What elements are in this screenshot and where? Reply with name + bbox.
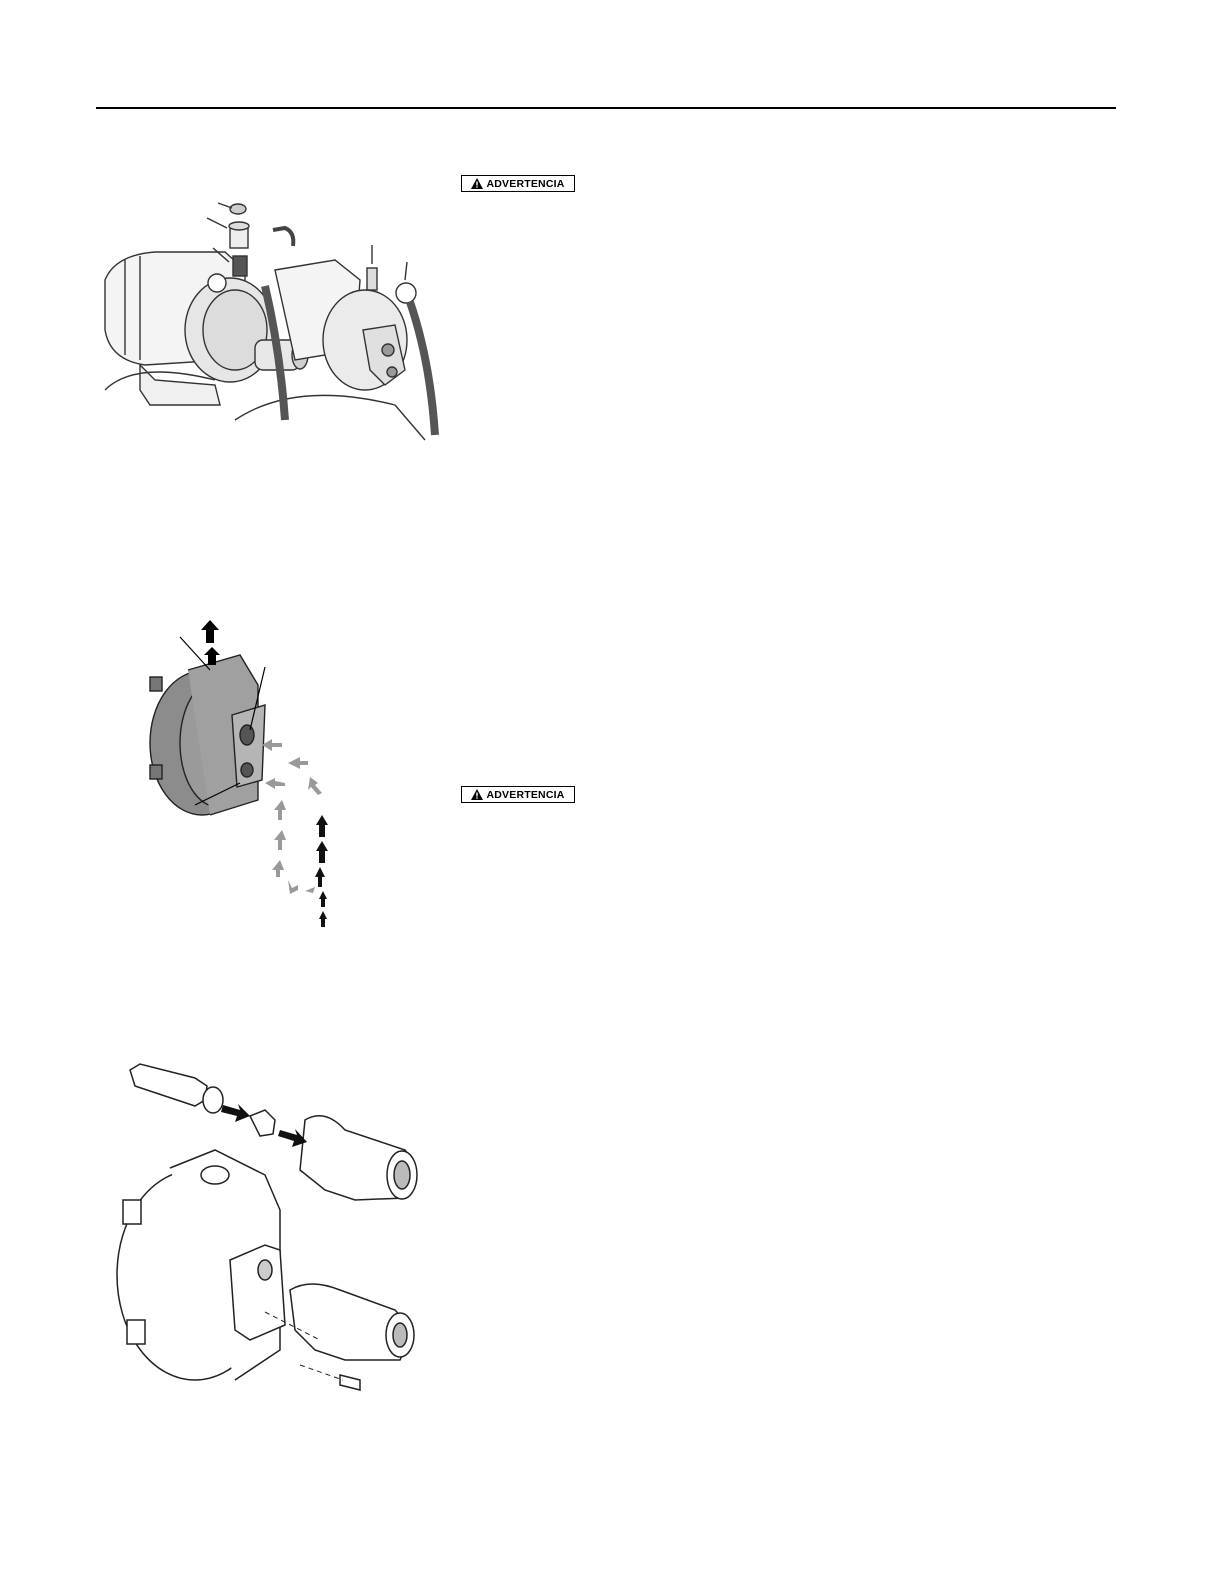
warning-label-1 [461, 175, 575, 192]
warning-text: ADVERTENCIA [486, 788, 565, 801]
warning-text: ADVERTENCIA [486, 177, 565, 190]
pump-flow-diagram [140, 615, 355, 945]
header-rule [96, 107, 1116, 109]
pump-ejector-assembly-illustration [115, 1050, 425, 1405]
warning-label-2 [461, 786, 575, 803]
pump-priming-illustration [95, 190, 445, 445]
warning-triangle-icon [471, 789, 483, 800]
warning-triangle-icon [471, 178, 483, 189]
